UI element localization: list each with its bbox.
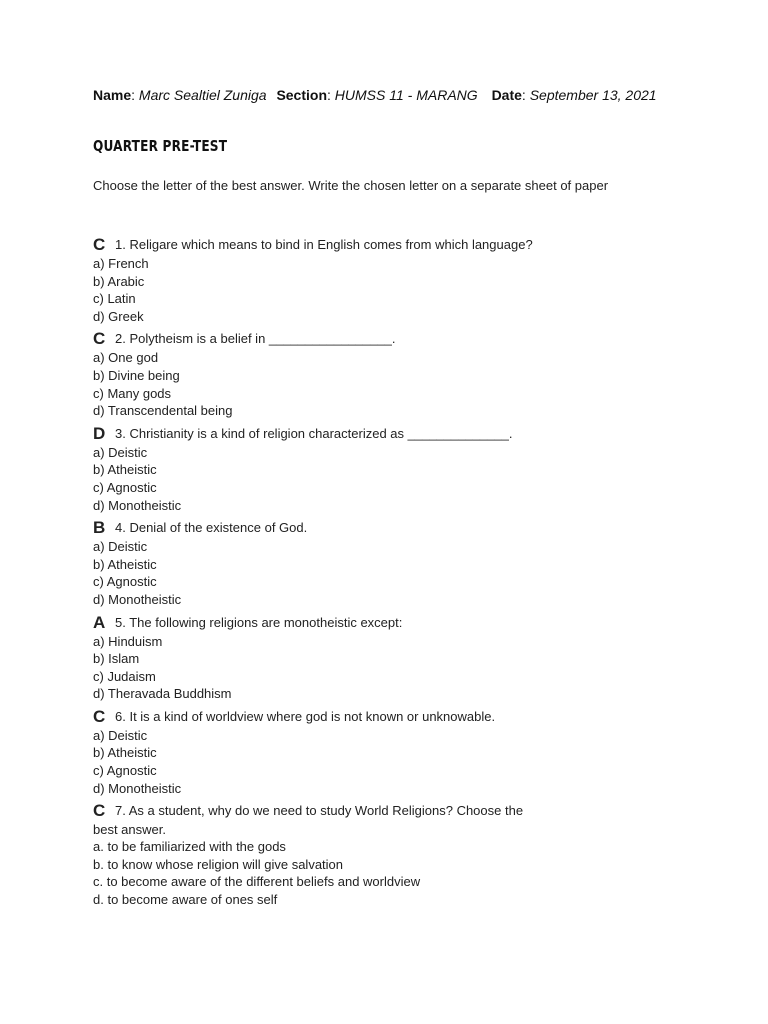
instructions-text: Choose the letter of the best answer. Write the chosen letter on a separate sheet of paper (93, 178, 609, 193)
name-value: Marc Sealtiel Zuniga (138, 87, 267, 103)
chosen-answer-letter: C (93, 329, 106, 349)
question-line (93, 422, 693, 444)
date-value: September 13, 2021 (529, 87, 657, 103)
answer-option: d) Greek (93, 308, 144, 324)
answer-option: b. to know whose religion will give salvation (93, 856, 344, 872)
question-line (93, 327, 693, 349)
question-line (93, 233, 693, 255)
question-text: 2. Polytheism is a belief in _________________. (115, 331, 396, 347)
answer-option: b) Divine being (93, 367, 180, 383)
question-item (93, 516, 693, 608)
page-title: QUARTER PRE-TEST (93, 137, 228, 155)
question-item (93, 422, 693, 514)
answer-option: b) Atheistic (93, 556, 157, 572)
section-label: Section (276, 87, 328, 103)
question-line (93, 799, 693, 821)
answer-option: a) French (93, 256, 149, 271)
question-line (93, 516, 693, 538)
answer-option: c) Agnostic (93, 763, 157, 779)
question-text-continuation: best answer. (93, 822, 166, 838)
question-item (93, 233, 693, 325)
chosen-answer-letter: C (93, 801, 106, 821)
answer-option: a) One god (93, 350, 159, 366)
answer-option: d) Monotheistic (93, 780, 182, 796)
question-text: 5. The following religions are monotheistic except: (115, 614, 403, 630)
answer-option: d) Monotheistic (93, 591, 182, 607)
answer-option: d) Theravada Buddhism (93, 686, 232, 702)
answer-option: c) Judaism (93, 668, 156, 684)
answer-option: d) Monotheistic (93, 497, 182, 513)
question-text: 4. Denial of the existence of God. (115, 520, 308, 536)
question-text: 1. Religare which means to bind in English comes from which language? (115, 237, 533, 252)
answer-option: b) Islam (93, 651, 140, 667)
question-list (93, 233, 693, 911)
question-text: 7. As a student, why do we need to study World Religions? Choose the (115, 803, 524, 819)
chosen-answer-letter: B (93, 518, 106, 538)
answer-option: d. to become aware of ones self (93, 892, 278, 908)
question-line (93, 705, 693, 727)
answer-option: a) Deistic (93, 444, 148, 460)
question-line (93, 611, 693, 633)
answer-option: c) Latin (93, 291, 136, 307)
date-label: Date (491, 87, 522, 103)
question-item (93, 611, 693, 703)
answer-option: c. to become aware of the different beliefs and worldview (93, 874, 421, 890)
chosen-answer-letter: C (93, 235, 106, 254)
question-text: 6. It is a kind of worldview where god is not known or unknowable. (115, 708, 496, 724)
question-text: 3. Christianity is a kind of religion characterized as ______________. (115, 425, 513, 441)
answer-option: c) Many gods (93, 385, 172, 401)
answer-option: d) Transcendental being (93, 403, 233, 419)
chosen-answer-letter: A (93, 612, 106, 632)
chosen-answer-letter: C (93, 706, 106, 726)
question-item (93, 799, 693, 908)
answer-option: b) Atheistic (93, 462, 157, 478)
answer-option: a. to be familiarized with the gods (93, 839, 286, 855)
answer-option: a) Deistic (93, 727, 148, 743)
answer-option: a) Hinduism (93, 633, 163, 649)
chosen-answer-letter: D (93, 423, 106, 443)
answer-option: b) Atheistic (93, 745, 157, 761)
question-item (93, 705, 693, 797)
answer-option: c) Agnostic (93, 479, 157, 495)
answer-option: c) Agnostic (93, 574, 157, 590)
answer-option: b) Arabic (93, 273, 145, 289)
section-value: HUMSS 11 - MARANG (334, 87, 478, 103)
answer-option: a) Deistic (93, 539, 148, 555)
student-info-line: Name: Marc Sealtiel Zuniga Section: HUMSS 11 - MARANG Date: September 13, 2021 (93, 87, 657, 103)
name-label: Name (93, 87, 132, 103)
question-item (93, 327, 693, 419)
